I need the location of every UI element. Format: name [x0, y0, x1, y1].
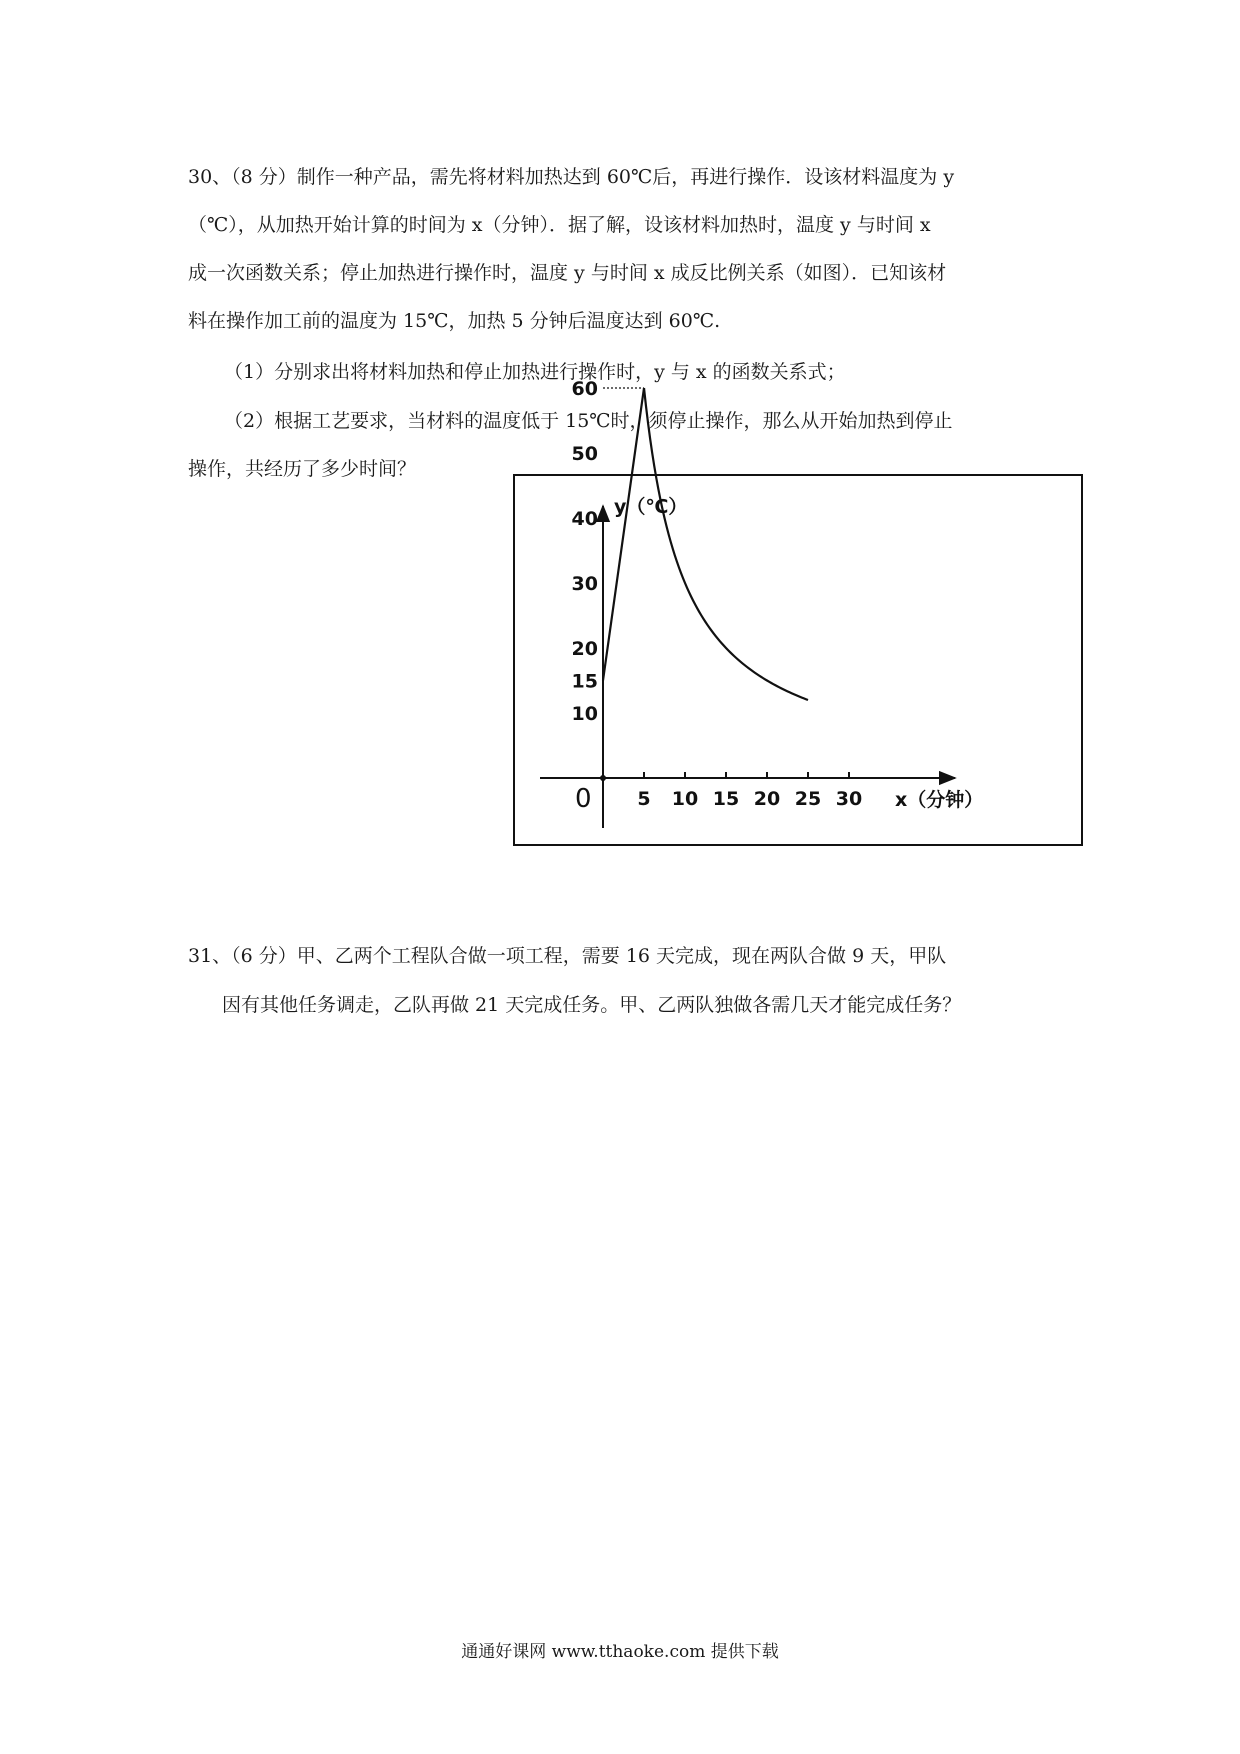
- x-axis-label: x（分钟）: [895, 789, 984, 811]
- x-tick-label: 15: [712, 788, 740, 810]
- cooling-curve: [644, 388, 808, 700]
- x-tick-label: 30: [835, 788, 863, 810]
- q30-line-4: 料在操作加工前的温度为 15℃，加热 5 分钟后温度达到 60℃.: [188, 310, 721, 332]
- y-tick-label: 20: [571, 638, 598, 660]
- q30-line-1: 30、（8 分）制作一种产品，需先将材料加热达到 60℃后，再进行操作．设该材料温度为 y: [188, 166, 955, 188]
- q31-line-1: 31、（6 分）甲、乙两个工程队合做一项工程，需要 16 天完成，现在两队合做 9 天，甲队: [188, 945, 947, 967]
- chart-marks: [600, 388, 808, 781]
- origin-label: 0: [575, 784, 592, 814]
- origin-dot: [600, 775, 606, 781]
- q30-part-2: （2）根据工艺要求，当材料的温度低于 15℃时，须停止操作，那么从开始加热到停止: [224, 410, 953, 432]
- y-tick-label: 15: [571, 670, 598, 693]
- y-tick-label: 60: [571, 378, 598, 400]
- y-tick-label: 10: [571, 703, 598, 725]
- footer-credit: 通通好课网 www.tthaoke.com 提供下载: [461, 1642, 779, 1662]
- q30-line-2: （℃），从加热开始计算的时间为 x（分钟）．据了解，设该材料加热时，温度 y 与时间 x: [188, 214, 931, 236]
- y-tick-label: 30: [571, 573, 598, 595]
- x-tick-label: 5: [637, 788, 651, 810]
- x-tick-label: 25: [794, 788, 822, 810]
- x-tick-label: 20: [753, 788, 781, 810]
- q30-line-3: 成一次函数关系；停止加热进行操作时，温度 y 与时间 x 成反比例关系（如图）．已知该材: [188, 262, 947, 284]
- x-tick-label: 10: [671, 788, 699, 810]
- q30-part-1: （1）分别求出将材料加热和停止加热进行操作时，y 与 x 的函数关系式；: [224, 361, 846, 383]
- q31-line-2: 因有其他任务调走，乙队再做 21 天完成任务。甲、乙两队独做各需几天才能完成任务？: [222, 994, 962, 1016]
- y-tick-label: 50: [571, 443, 598, 465]
- q30-line-7: 操作，共经历了多少时间？: [188, 458, 417, 480]
- y-axis-label: y（℃）: [614, 496, 688, 518]
- y-tick-label: 40: [571, 508, 598, 530]
